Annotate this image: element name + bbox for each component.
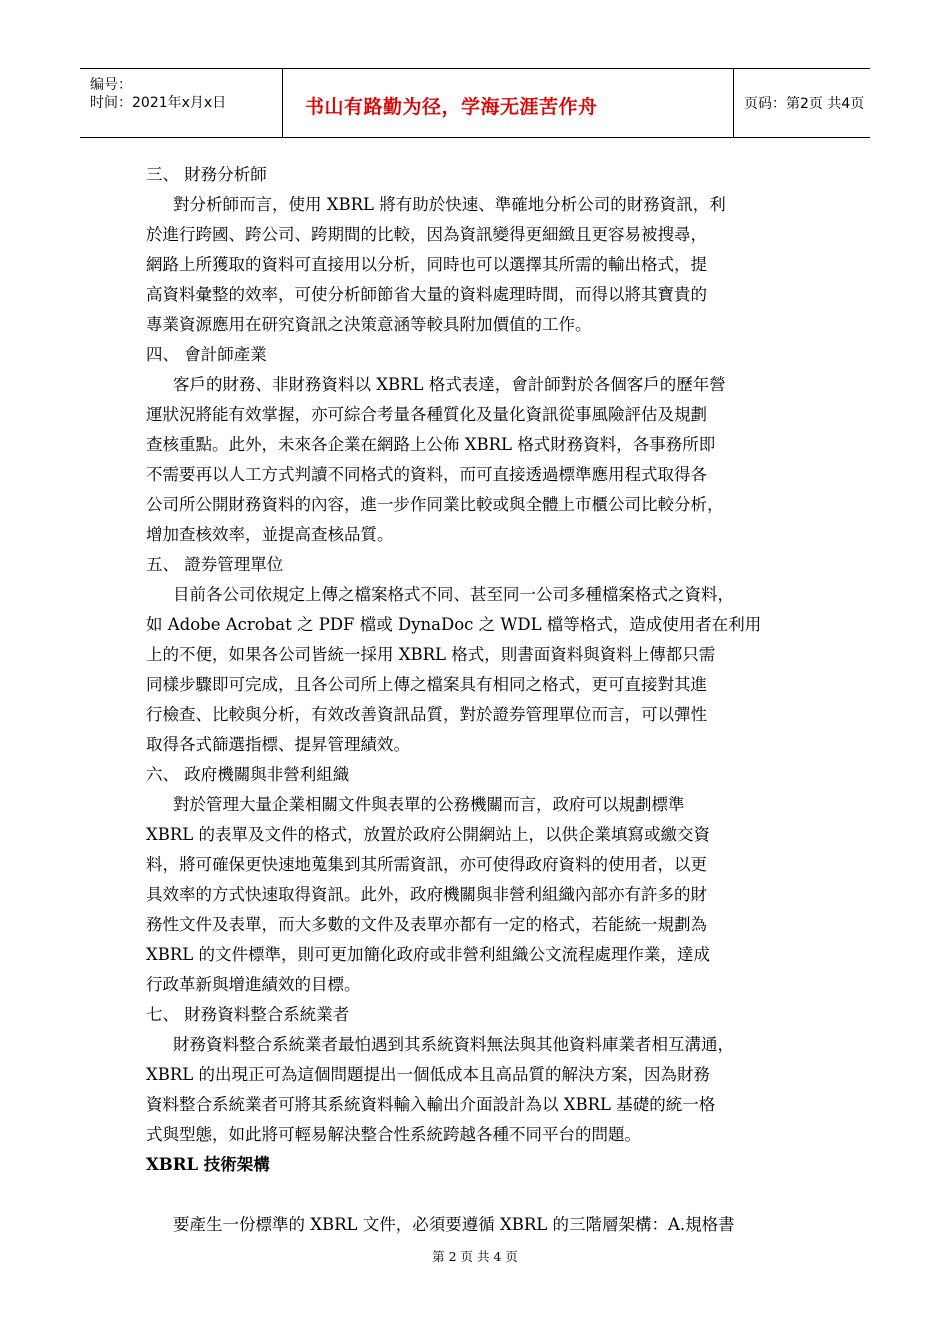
section-heading: 六、 政府機關與非營利組織	[146, 765, 350, 784]
paragraph-line: 查核重點。此外，未來各企業在網路上公佈 XBRL 格式財務資料，各事務所即	[146, 435, 716, 454]
paragraph-line: 資料整合系統業者可將其系統資料輸入輸出介面設計為以 XBRL 基礎的統一格	[146, 1095, 716, 1114]
paragraph-line: 上的不便，如果各公司皆統一採用 XBRL 格式，則書面資料與資料上傳都只需	[146, 645, 716, 664]
paragraph-line: 專業資源應用在研究資訊之決策意涵等較具附加價值的工作。	[146, 315, 592, 334]
section-heading: 四、 會計師產業	[146, 345, 267, 364]
paragraph-line: 如 Adobe Acrobat 之 PDF 檔或 DynaDoc 之 WDL 檔等格式，造成使用者在利用	[146, 615, 762, 634]
paragraph-line: 取得各式篩選指標、提昇管理績效。	[146, 735, 410, 754]
page-footer: 第 2 页 共 4 页	[432, 1249, 518, 1264]
header-motto-cell	[283, 69, 734, 137]
header-page-number: 页码：第2页 共4页	[744, 96, 865, 112]
paragraph-line: 同樣步驟即可完成，且各公司所上傳之檔案具有相同之格式，更可直接對其進	[146, 675, 707, 694]
paragraph-line: 財務資料整合系統業者最怕遇到其系統資料無法與其他資料庫業者相互溝通，	[173, 1035, 734, 1054]
paragraph-line: 公司所公開財務資料的內容，進一步作同業比較或與全體上市櫃公司比較分析，	[146, 495, 724, 514]
document-number: 编号：	[90, 77, 132, 93]
bold-heading: XBRL 技術架構	[146, 1155, 270, 1174]
paragraph-line: 務性文件及表單，而大多數的文件及表單亦都有一定的格式，若能統一規劃為	[146, 915, 707, 934]
paragraph-line: 具效率的方式快速取得資訊。此外，政府機關與非營利組織內部亦有許多的財	[146, 885, 707, 904]
paragraph-line: 式與型態，如此將可輕易解決整合性系統跨越各種不同平台的問題。	[146, 1125, 641, 1144]
paragraph-line: 行政革新與增進績效的目標。	[146, 975, 361, 994]
paragraph-line: 客戶的財務、非財務資料以 XBRL 格式表達，會計師對於各個客戶的歷年營	[173, 375, 726, 394]
paragraph-line: 不需要再以人工方式判讀不同格式的資料，而可直接透過標準應用程式取得各	[146, 465, 707, 484]
paragraph-line: 運狀況將能有效掌握，亦可綜合考量各種質化及量化資訊從事風險評估及規劃	[146, 405, 707, 424]
paragraph-line: 對於管理大量企業相關文件與表單的公務機關而言，政府可以規劃標準	[173, 795, 685, 814]
header-meta-cell	[80, 69, 283, 137]
document-date: 时间：2021年x月x日	[90, 95, 227, 111]
paragraph-line: 要產生一份標準的 XBRL 文件，必須要遵循 XBRL 的三階層架構：A.規格書	[173, 1215, 735, 1234]
section-heading: 五、 證券管理單位	[146, 555, 284, 574]
paragraph-line: XBRL 的文件標準，則可更加簡化政府或非營利組織公文流程處理作業，達成	[146, 945, 710, 964]
paragraph-line: 行檢查、比較與分析，有效改善資訊品質，對於證券管理單位而言，可以彈性	[146, 705, 707, 724]
blank-line	[146, 1180, 810, 1210]
paragraph-line: XBRL 的表單及文件的格式，放置於政府公開網站上，以供企業填寫或繳交資	[146, 825, 710, 844]
header-page-cell	[734, 69, 870, 137]
paragraph-line: 料，將可確保更快速地蒐集到其所需資訊，亦可使得政府資料的使用者，以更	[146, 855, 707, 874]
paragraph-line: 於進行跨國、跨公司、跨期間的比較，因為資訊變得更細緻且更容易被搜尋，	[146, 225, 707, 244]
document-body	[146, 160, 810, 1240]
section-heading: 七、 財務資料整合系統業者	[146, 1005, 350, 1024]
paragraph-line: 網路上所獲取的資料可直接用以分析，同時也可以選擇其所需的輸出格式，提	[146, 255, 707, 274]
paragraph-line: 目前各公司依規定上傳之檔案格式不同、甚至同一公司多種檔案格式之資料，	[173, 585, 734, 604]
section-heading: 三、 財務分析師	[146, 165, 267, 184]
paragraph-line: XBRL 的出現正可為這個問題提出一個低成本且高品質的解決方案，因為財務	[146, 1065, 710, 1084]
header-motto: 书山有路勤为径，学海无涯苦作舟	[305, 96, 598, 118]
page-header	[80, 68, 870, 138]
paragraph-line: 高資料彙整的效率，可使分析師節省大量的資料處理時間，而得以將其寶貴的	[146, 285, 707, 304]
paragraph-line: 對分析師而言，使用 XBRL 將有助於快速、準確地分析公司的財務資訊，利	[173, 195, 726, 214]
paragraph-line: 增加查核效率，並提高查核品質。	[146, 525, 394, 544]
